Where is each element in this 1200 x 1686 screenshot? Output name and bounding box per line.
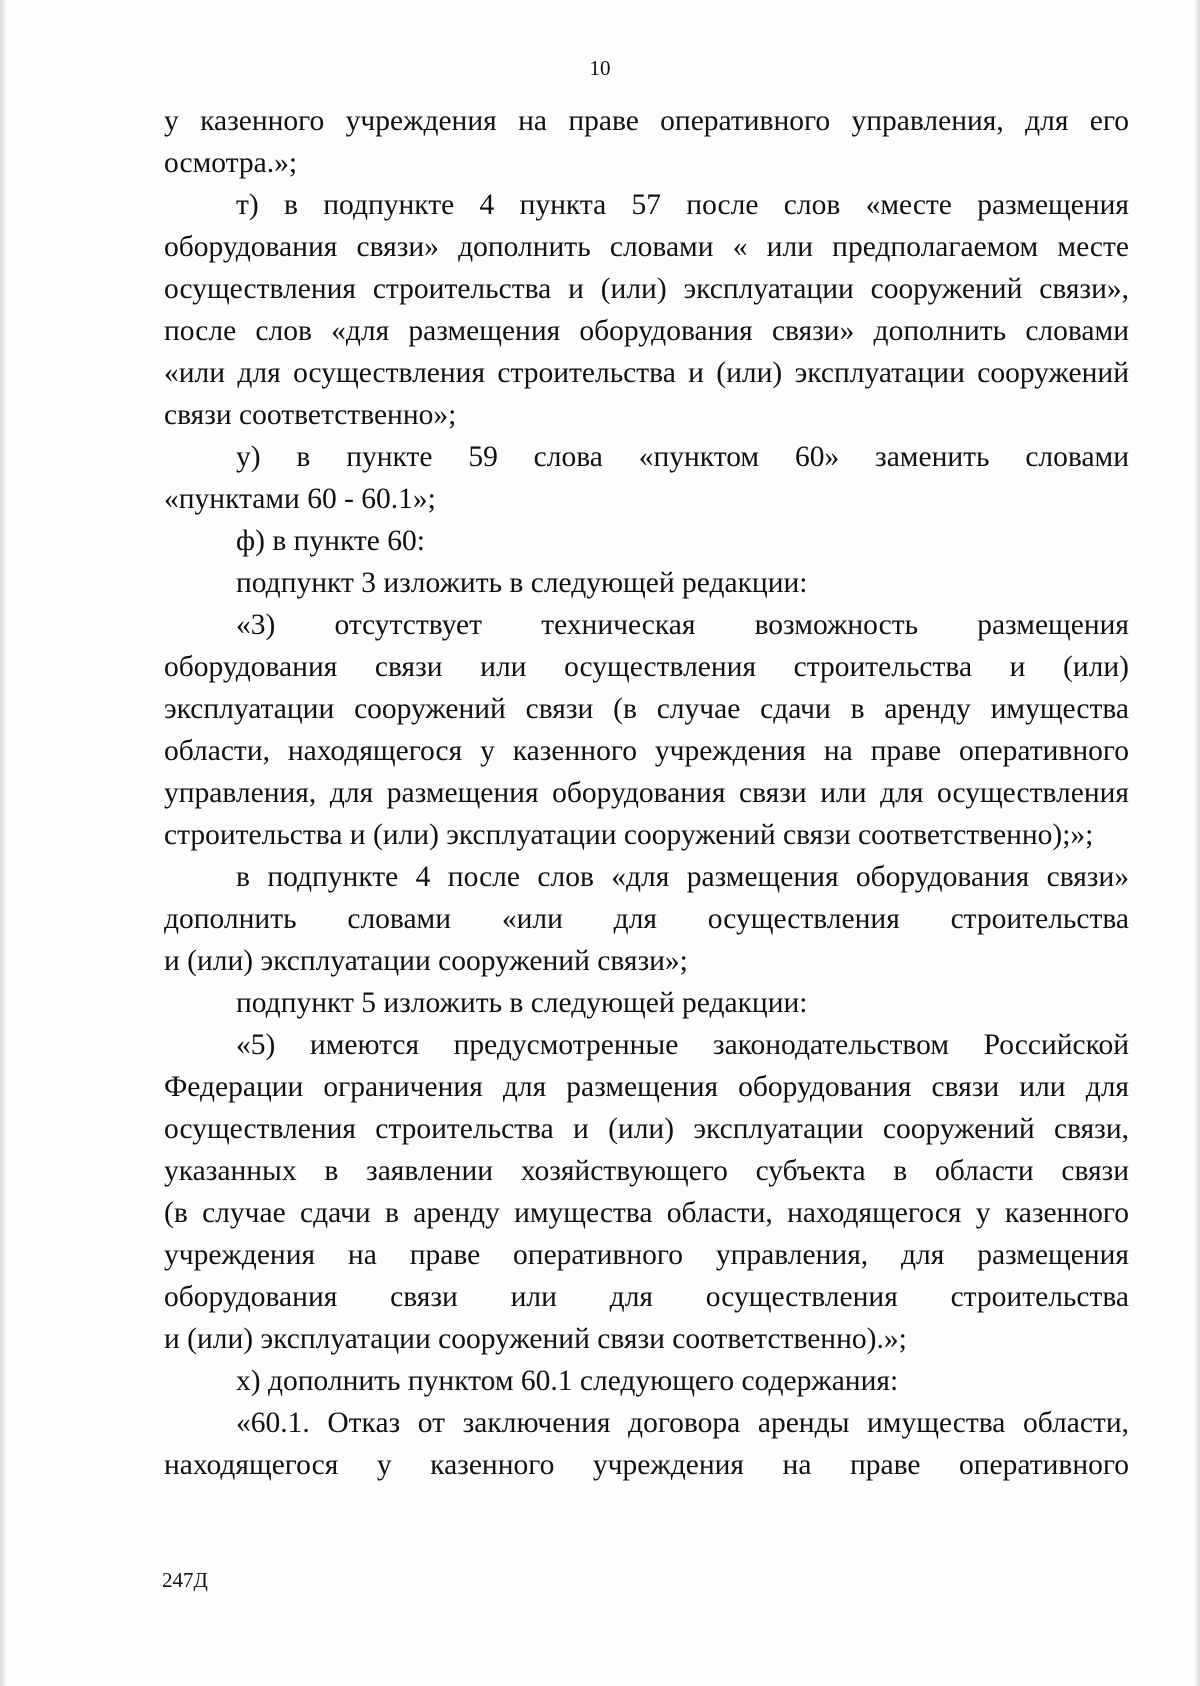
text-line: т) в подпункте 4 пункта 57 после слов «месте размещения — [236, 189, 1129, 221]
text-line: оборудования связи или осуществления строительства и (или) — [164, 651, 1129, 683]
text-line: указанных в заявлении хозяйствующего субъекта в области связи — [164, 1155, 1129, 1187]
text-line: области, находящегося у казенного учреждения на праве оперативного — [164, 735, 1129, 767]
text-line: управления, для размещения оборудования связи или для осуществления — [164, 777, 1129, 809]
page-number: 10 — [589, 56, 611, 80]
text-line: «3) отсутствует техническая возможность размещения — [236, 609, 1129, 641]
text-line: «60.1. Отказ от заключения договора аренды имущества области, — [236, 1407, 1129, 1439]
text-line: Федерации ограничения для размещения оборудования связи или для — [164, 1071, 1129, 1103]
text-line: находящегося у казенного учреждения на праве оперативного — [164, 1449, 1129, 1481]
text-line: осуществления строительства и (или) эксплуатации сооружений связи, — [164, 1113, 1129, 1145]
text-line: после слов «для размещения оборудования связи» дополнить словами — [164, 315, 1129, 347]
text-line: эксплуатации сооружений связи (в случае сдачи в аренду имущества — [164, 693, 1129, 725]
text-line: подпункт 5 изложить в следующей редакции: — [236, 987, 808, 1019]
document-code: 247Д — [162, 1568, 208, 1592]
text-line: у) в пункте 59 слова «пунктом 60» заменить словами — [236, 441, 1129, 473]
text-line: ф) в пункте 60: — [236, 525, 425, 557]
text-line: связи соответственно»; — [164, 399, 457, 431]
text-line: и (или) эксплуатации сооружений связи»; — [164, 945, 688, 977]
text-line: учреждения на праве оперативного управления, для размещения — [164, 1239, 1129, 1271]
scan-edge-right — [1195, 0, 1200, 1686]
text-line: и (или) эксплуатации сооружений связи соответственно).»; — [164, 1323, 907, 1355]
text-line: в подпункте 4 после слов «для размещения оборудования связи» — [236, 861, 1129, 893]
text-line: х) дополнить пунктом 60.1 следующего содержания: — [236, 1365, 899, 1397]
text-line: «пунктами 60 - 60.1»; — [164, 483, 436, 515]
text-line: «5) имеются предусмотренные законодательством Российской — [236, 1029, 1129, 1061]
text-line: дополнить словами «или для осуществления строительства — [164, 903, 1129, 935]
text-line: осуществления строительства и (или) эксплуатации сооружений связи», — [164, 273, 1129, 305]
text-line: оборудования связи» дополнить словами « или предполагаемом месте — [164, 231, 1129, 263]
text-line: осмотра.»; — [164, 147, 298, 179]
text-line: (в случае сдачи в аренду имущества области, находящегося у казенного — [164, 1197, 1129, 1229]
text-line: подпункт 3 изложить в следующей редакции: — [236, 567, 808, 599]
text-line: у казенного учреждения на праве оперативного управления, для его — [164, 105, 1129, 137]
text-line: оборудования связи или для осуществления строительства — [164, 1281, 1129, 1313]
text-line: строительства и (или) эксплуатации сооружений связи соответственно);»; — [164, 819, 1094, 851]
text-line: «или для осуществления строительства и (или) эксплуатации сооружений — [164, 357, 1129, 389]
document-body — [164, 100, 1129, 1486]
scan-edge-left — [0, 0, 6, 1686]
